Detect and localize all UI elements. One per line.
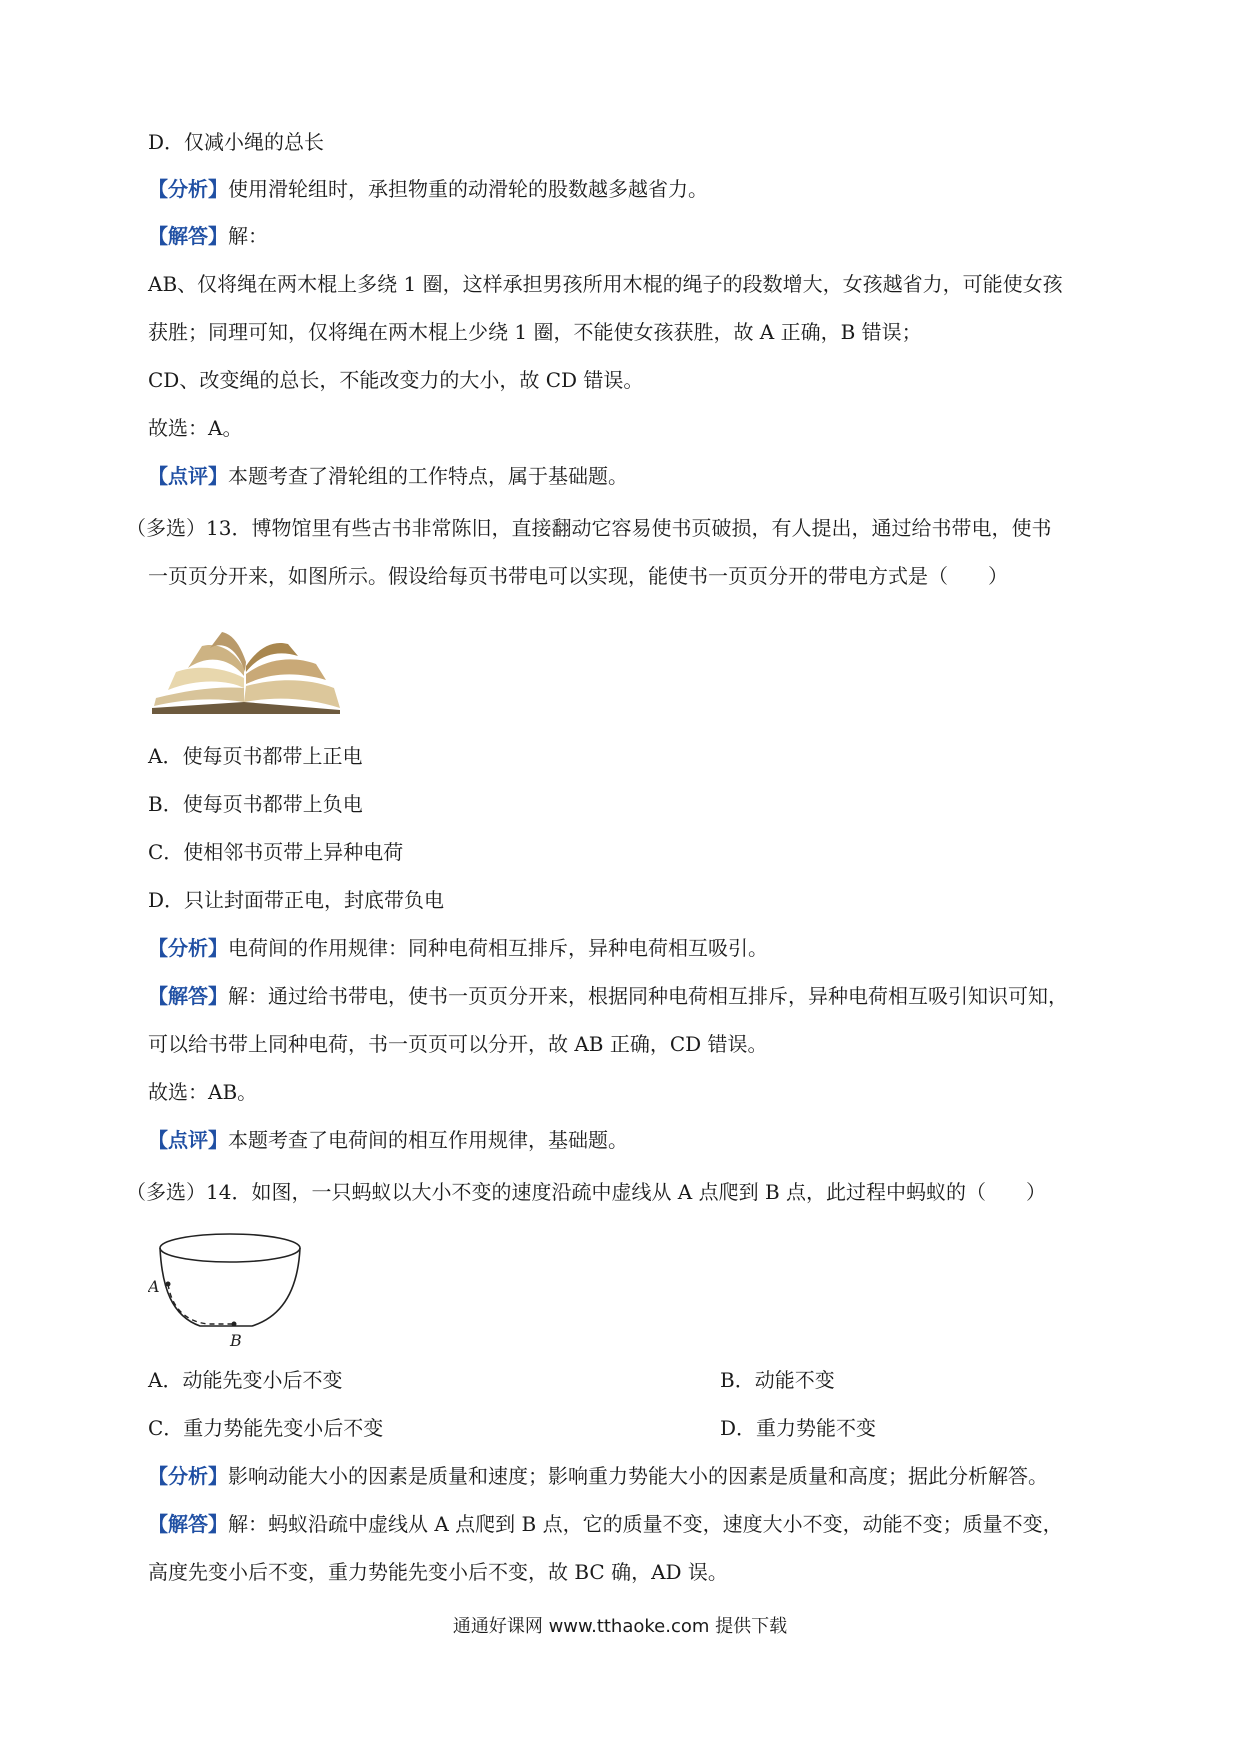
answer-text: 解：通过给书带电，使书一页页分开来，根据同种电荷相互排斥，异种电荷相互吸引知识可知，: [228, 984, 1068, 1008]
analysis-tag: 【分析】: [148, 177, 228, 201]
analysis-tag: 【分析】: [148, 1464, 228, 1488]
q13-choice: 故选：AB。: [148, 1080, 258, 1104]
comment-tag: 【点评】: [148, 464, 228, 488]
q13-option-a: A．使每页书都带上正电: [148, 744, 363, 768]
comment-tag: 【点评】: [148, 1128, 228, 1152]
q13-answer-line-1: [148, 982, 1068, 1010]
page-footer: 通通好课网 www.tthaoke.com 提供下载: [452, 1616, 788, 1637]
q14-option-d: D．重力势能不变: [720, 1416, 877, 1440]
q14-option-row-2: [148, 1414, 877, 1442]
answer-tag: 【解答】: [148, 224, 228, 248]
q13-comment: [148, 1126, 628, 1154]
q14-option-a: A．动能先变小后不变: [148, 1368, 343, 1392]
q14-option-row-1: [148, 1366, 835, 1394]
q14-option-c: C．重力势能先变小后不变: [148, 1416, 384, 1440]
point-a-label: A: [148, 1277, 160, 1296]
bowl-figure: [148, 1226, 308, 1350]
analysis-tag: 【分析】: [148, 936, 228, 960]
q13-stem-line-1: （多选）13．博物馆里有些古书非常陈旧，直接翻动它容易使书页破损，有人提出，通过给书带电，使书: [126, 516, 1052, 540]
q12-answer-line-1: AB、仅将绳在两木棍上多绕 1 圈，这样承担男孩所用木棍的绳子的段数增大，女孩越省力，可能使女孩: [148, 272, 1063, 296]
answer-text: 解：蚂蚁沿疏中虚线从 A 点爬到 B 点，它的质量不变，速度大小不变，动能不变；质量不变，: [228, 1512, 1063, 1536]
q13-analysis: [148, 934, 768, 962]
q12-answer-line-3: CD、改变绳的总长，不能改变力的大小，故 CD 错误。: [148, 368, 644, 392]
q13-option-c: C．使相邻书页带上异种电荷: [148, 840, 404, 864]
analysis-text: 使用滑轮组时，承担物重的动滑轮的股数越多越省力。: [228, 177, 708, 201]
q12-comment: [148, 462, 628, 490]
q13-answer-line-2: 可以给书带上同种电荷，书一页页可以分开，故 AB 正确，CD 错误。: [148, 1032, 768, 1056]
q14-stem: （多选）14．如图，一只蚂蚁以大小不变的速度沿疏中虚线从 A 点爬到 B 点，此过程中蚂蚁的（ ）: [126, 1180, 1047, 1204]
q14-option-b: B．动能不变: [720, 1368, 835, 1392]
q12-answer-head: [148, 222, 268, 250]
answer-intro: 解：: [228, 224, 268, 248]
analysis-text: 影响动能大小的因素是质量和速度；影响重力势能大小的因素是质量和高度；据此分析解答。: [228, 1464, 1048, 1488]
q12-choice: 故选：A。: [148, 416, 243, 440]
answer-tag: 【解答】: [148, 1512, 228, 1536]
comment-text: 本题考查了滑轮组的工作特点，属于基础题。: [228, 464, 628, 488]
q12-option-d: D．仅减小绳的总长: [148, 130, 325, 154]
point-b-label: B: [230, 1331, 242, 1350]
q12-answer-line-2: 获胜；同理可知，仅将绳在两木棍上少绕 1 圈，不能使女孩获胜，故 A 正确，B 错误；: [148, 320, 922, 344]
analysis-text: 电荷间的作用规律：同种电荷相互排斥，异种电荷相互吸引。: [228, 936, 768, 960]
q14-answer-line-2: 高度先变小后不变，重力势能先变小后不变，故 BC 确，AD 误。: [148, 1560, 728, 1584]
q14-analysis: [148, 1462, 1048, 1490]
q14-answer-line-1: [148, 1510, 1063, 1538]
open-book-figure: [148, 628, 344, 714]
q13-option-b: B．使每页书都带上负电: [148, 792, 363, 816]
q13-option-d: D．只让封面带正电，封底带负电: [148, 888, 445, 912]
q13-stem-line-2: 一页页分开来，如图所示。假设给每页书带电可以实现，能使书一页页分开的带电方式是（ ）: [148, 564, 1008, 588]
q12-analysis: [148, 175, 708, 203]
comment-text: 本题考查了电荷间的相互作用规律，基础题。: [228, 1128, 628, 1152]
answer-tag: 【解答】: [148, 984, 228, 1008]
